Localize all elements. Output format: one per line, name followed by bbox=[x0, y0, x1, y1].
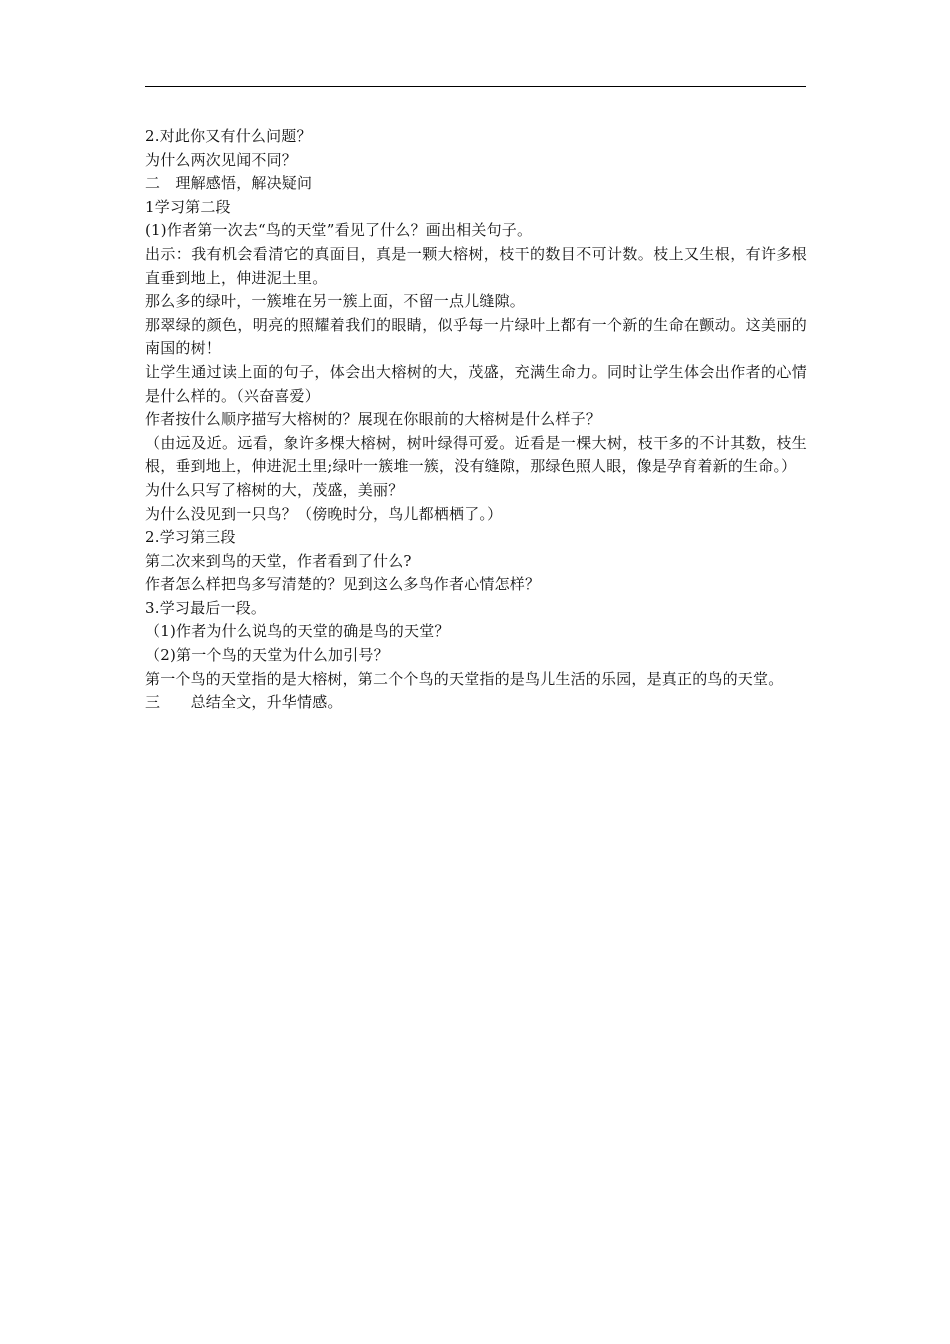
question-text: 为什么两次见闻不同？ bbox=[145, 150, 298, 169]
subsection-heading: 3.学习最后一段。 bbox=[145, 598, 267, 617]
quote-paragraph: 那翠绿的颜色，明亮的照耀着我们的眼睛，似乎每一片绿叶上都有一个新的生命在颤动。这美丽的南国的树！ bbox=[145, 315, 807, 358]
quote-paragraph: 出示：我有机会看清它的真面目，真是一颗大榕树，枝干的数目不可计数。枝上又生根，有许多根直垂到地上，伸进泥土里。 bbox=[145, 244, 807, 287]
header-rule bbox=[145, 86, 806, 87]
question-text: 第二次来到鸟的天堂，作者看到了什么? bbox=[145, 551, 412, 570]
question-text: 为什么没见到一只鸟？（傍晚时分，鸟儿都栖栖了。） bbox=[145, 504, 503, 523]
quote-paragraph: 那么多的绿叶，一簇堆在另一簇上面，不留一点儿缝隙。 bbox=[145, 292, 526, 311]
subsection-heading: 2.学习第三段 bbox=[145, 528, 236, 547]
subsection-heading: 1学习第二段 bbox=[145, 197, 231, 216]
question-text: （2)第一个鸟的天堂为什么加引号？ bbox=[145, 646, 389, 665]
task-text: (1)作者第一次去“鸟的天堂”看见了什么？画出相关句子。 bbox=[145, 221, 533, 240]
document-body bbox=[145, 125, 807, 715]
question-text: 为什么只写了榕树的大，茂盛，美丽？ bbox=[145, 480, 404, 499]
question-text: 作者按什么顺序描写大榕树的？展现在你眼前的大榕树是什么样子？ bbox=[145, 410, 602, 429]
question-heading: 2.对此你又有什么问题？ bbox=[145, 127, 312, 145]
question-text: 作者怎么样把鸟多写清楚的？见到这么多鸟作者心情怎样？ bbox=[145, 575, 541, 594]
teaching-note: 让学生通过读上面的句子，体会出大榕树的大，茂盛，充满生命力。同时让学生体会出作者的心情是什么样的。（兴奋喜爱） bbox=[145, 362, 807, 405]
question-text: （1)作者为什么说鸟的天堂的确是鸟的天堂？ bbox=[145, 622, 450, 641]
section-heading-two: 二 理解感悟，解决疑问 bbox=[145, 174, 313, 193]
answer-paragraph: 第一个鸟的天堂指的是大榕树，第二个个鸟的天堂指的是鸟儿生活的乐园，是真正的鸟的天堂。 bbox=[145, 669, 784, 688]
answer-paragraph: （由远及近。远看，象许多棵大榕树，树叶绿得可爱。近看是一棵大树，枝干多的不计其数，枝生根，垂到地上，伸进泥土里;绿叶一簇堆一簇，没有缝隙，那绿色照人眼，像是孕育着新的生命。） bbox=[145, 433, 807, 476]
section-heading-three: 三 总结全文，升华情感。 bbox=[145, 693, 343, 712]
